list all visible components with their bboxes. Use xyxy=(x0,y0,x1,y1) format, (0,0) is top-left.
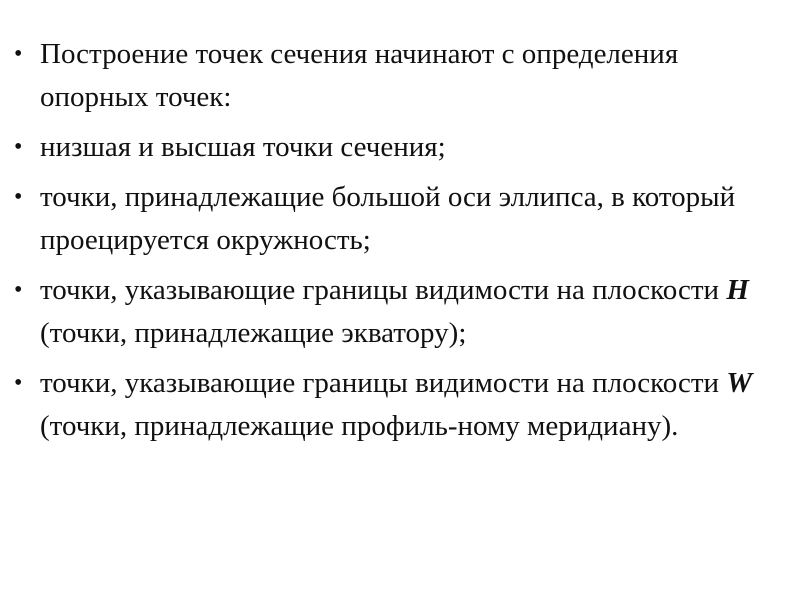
bullet-list xyxy=(14,33,784,455)
bullet-text: Построение точек сечения начинают с определения опорных точек: xyxy=(40,38,679,113)
plane-w-symbol: W xyxy=(726,367,753,399)
bullet-icon: • xyxy=(14,370,23,396)
bullet-icon: • xyxy=(14,184,23,210)
bullet-icon: • xyxy=(14,134,23,160)
bullet-item-1 xyxy=(14,33,784,119)
plane-h-symbol: H xyxy=(726,274,749,306)
bullet-item-5 xyxy=(14,362,784,448)
bullet-item-3 xyxy=(14,176,784,262)
bullet-text: точки, принадлежащие большой оси эллипса, в который проецируется окружность; xyxy=(40,181,736,256)
bullet-item-2 xyxy=(14,126,784,169)
bullet-text-after: (точки, принадлежащие профиль-ному меридиану). xyxy=(40,410,679,442)
bullet-text-before: точки, указывающие границы видимости на плоскости xyxy=(40,367,727,399)
bullet-item-4 xyxy=(14,269,784,355)
bullet-text-after: (точки, принадлежащие экватору); xyxy=(40,317,467,349)
bullet-icon: • xyxy=(14,277,23,303)
bullet-icon: • xyxy=(14,41,23,67)
bullet-text-before: точки, указывающие границы видимости на плоскости xyxy=(40,274,727,306)
bullet-text: низшая и высшая точки сечения; xyxy=(40,131,446,163)
